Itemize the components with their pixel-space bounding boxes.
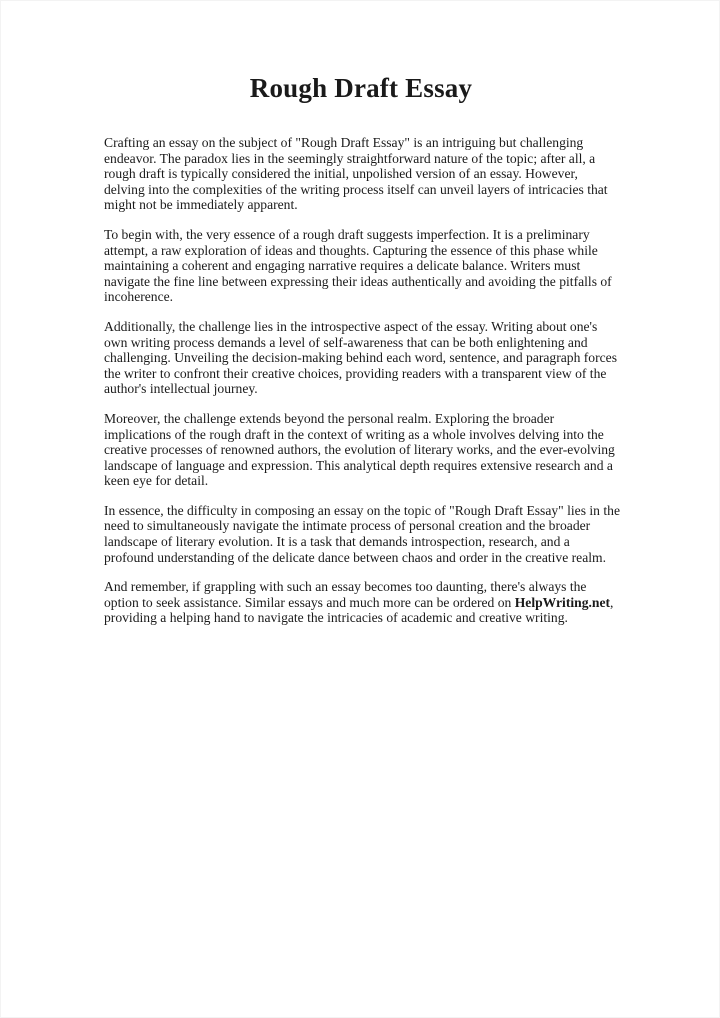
brand-name: HelpWriting.net bbox=[514, 594, 611, 610]
closing-text-before: And remember, if grappling with such an essay becomes too daunting, there's always the option to seek assistance. Similar essays and much more can be ordered on bbox=[104, 579, 587, 610]
document-title: Rough Draft Essay bbox=[249, 73, 473, 103]
paragraph-closing bbox=[104, 579, 620, 626]
paragraph-essence: In essence, the difficulty in composing an essay on the topic of "Rough Draft Essay" lies in the need to simultaneously navigate the intimate process of personal creation and the broader landscape of literary evolution. It is a task that demands introspection, research, and a profound understanding of the delicate dance between chaos and order in the creative realm. bbox=[104, 502, 620, 565]
paragraph-introspection: Additionally, the challenge lies in the introspective aspect of the essay. Writing about one's own writing process demands a level of self-awareness that can be both enlightening and challenging. Unveiling the decision-making behind each word, sentence, and paragraph forces the writer to confront their creative choices, providing readers with a transparent view of the author's intellectual journey. bbox=[104, 318, 617, 397]
closing-text-after: , providing a helping hand to navigate the intricacies of academic and creative writing. bbox=[104, 594, 614, 626]
paragraph-imperfection: To begin with, the very essence of a rough draft suggests imperfection. It is a preliminary attempt, a raw exploration of ideas and thoughts. Capturing the essence of this phase while maintaining a coherent and engaging narrative requires a delicate balance. Writers must navigate the fine line between expressing their ideas authentically and avoiding the pitfalls of incoherence. bbox=[104, 226, 612, 305]
paragraph-intro: Crafting an essay on the subject of "Rough Draft Essay" is an intriguing but challenging endeavor. The paradox lies in the seemingly straightforward nature of the topic; after all, a rough draft is typically considered the initial, unpolished version of an essay. However, delving into the complexities of the writing process itself can unveil layers of intricacies that might not be immediately apparent. bbox=[104, 135, 608, 213]
document-body bbox=[104, 135, 620, 626]
paragraph-broader-implications: Moreover, the challenge extends beyond the personal realm. Exploring the broader implications of the rough draft in the context of writing as a whole involves delving into the creative processes of renowned authors, the evolution of literary works, and the ever-evolving landscape of language and expression. This analytical depth requires extensive research and a keen eye for detail. bbox=[104, 410, 615, 489]
